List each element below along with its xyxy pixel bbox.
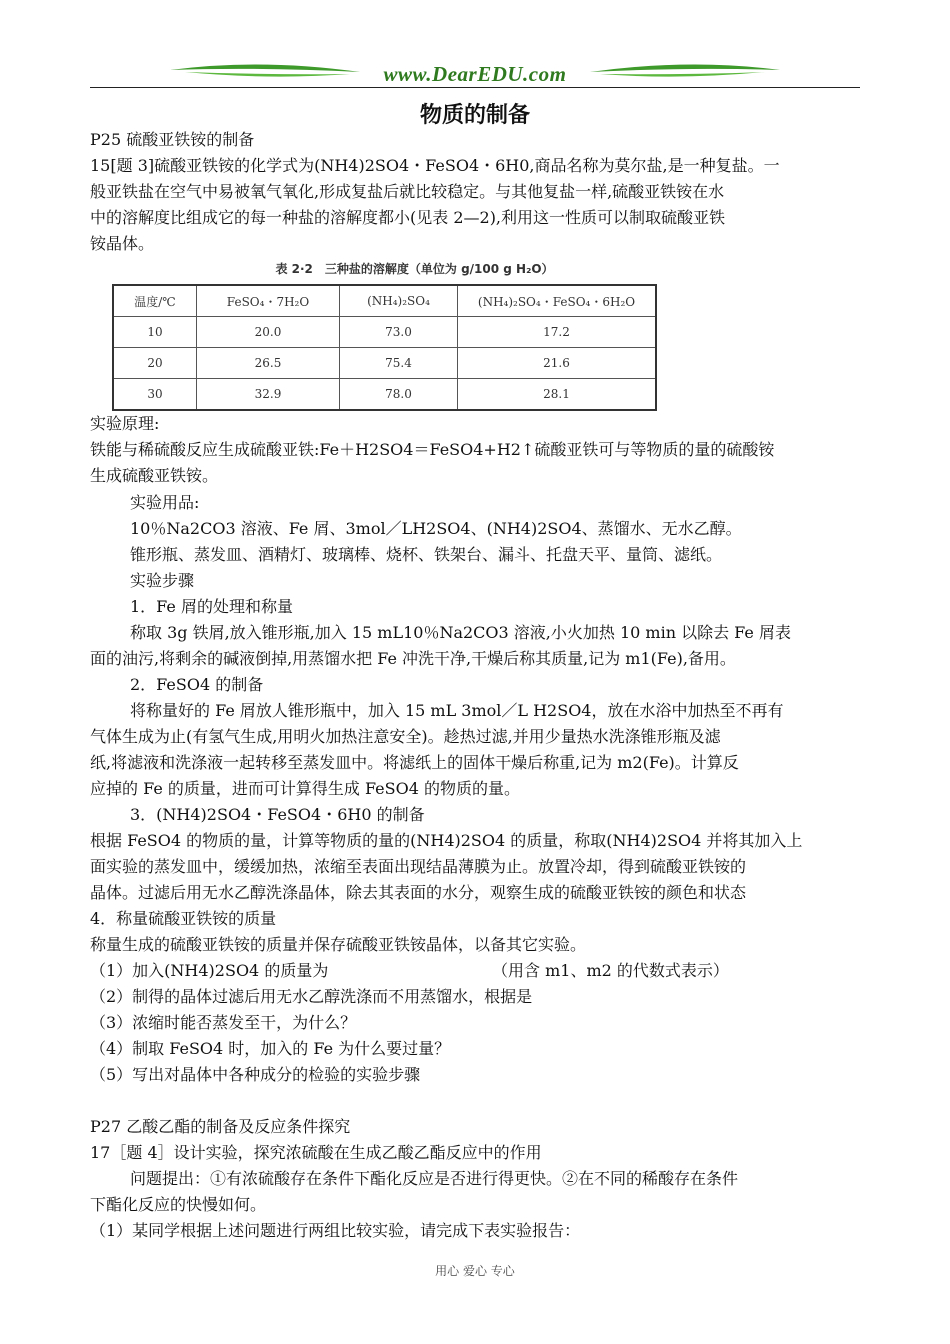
step3-title: 3．(NH4)2SO4・FeSO4・6H0 的制备	[130, 805, 425, 824]
question-3: （3）浓缩时能否蒸发至干，为什么？	[90, 1013, 357, 1032]
table-cell: 32.9	[197, 379, 340, 411]
table-cell: 73.0	[340, 317, 458, 348]
table-cell: 17.2	[458, 317, 657, 348]
section1-heading: P25 硫酸亚铁铵的制备	[90, 130, 255, 149]
step2-line: 气体生成为止(有氢气生成,用明火加热注意安全)。趁热过滤,并用少量热水洗涤锥形瓶及滤	[90, 727, 721, 746]
problem-line: 问题提出：①有浓硫酸存在条件下酯化反应是否进行得更快。②在不同的稀酸存在条件	[130, 1169, 739, 1188]
table-header-cell: (NH₄)₂SO₄	[340, 285, 458, 317]
question-1-hint: （用含 m1、m2 的代数式表示）	[492, 961, 729, 980]
page-title: 物质的制备	[419, 103, 530, 128]
principle-line: 生成硫酸亚铁铵。	[90, 466, 219, 485]
table-cell: 20	[113, 348, 197, 379]
step2-line: 纸,将滤液和洗涤液一起转移至蒸发皿中。将滤纸上的固体干燥后称重,记为 m2(Fe)。计算反	[90, 753, 739, 772]
table-header-cell: FeSO₄・7H₂O	[197, 285, 340, 317]
materials-label: 实验用品:	[130, 493, 200, 512]
question-5: （5）写出对晶体中各种成分的检验的实验步骤	[90, 1065, 421, 1084]
task-line: 17［题 4］设计实验，探究浓硫酸在生成乙酸乙酯反应中的作用	[90, 1143, 542, 1162]
intro-line: 15[题 3]硫酸亚铁铵的化学式为(NH4)2SO4・FeSO4・6H0,商品名称为莫尔盐,是一种复盐。一	[90, 156, 780, 175]
header-divider	[90, 87, 860, 88]
intro-line: 铵晶体。	[90, 234, 155, 253]
step4-line: 称量生成的硫酸亚铁铵的质量并保存硫酸亚铁铵晶体，以备其它实验。	[90, 935, 587, 954]
table-cell: 28.1	[458, 379, 657, 411]
step3-line: 晶体。过滤后用无水乙醇洗涤晶体，除去其表面的水分，观察生成的硫酸亚铁铵的颜色和状态	[90, 883, 747, 902]
solubility-table	[112, 284, 657, 411]
step2-title: 2．FeSO4 的制备	[130, 675, 264, 694]
table-cell: 21.6	[458, 348, 657, 379]
table-header-cell: 温度/℃	[113, 285, 197, 317]
step3-line: 根据 FeSO4 的物质的量，计算等物质的量的(NH4)2SO4 的质量，称取(NH4)2SO4 并将其加入上	[90, 831, 803, 850]
step3-line: 面实验的蒸发皿中，缓缓加热，浓缩至表面出现结晶薄膜为止。放置冷却，得到硫酸亚铁铵的	[90, 857, 747, 876]
principle-label: 实验原理:	[90, 414, 160, 433]
page-footer: 用心 爱心 专心	[435, 1264, 515, 1278]
step1-line: 面的油污,将剩余的碱液倒掉,用蒸馏水把 Fe 冲洗干净,干燥后称其质量,记为 m1(Fe),备用。	[90, 649, 736, 668]
step2-line: 应掉的 Fe 的质量，进而可计算得生成 FeSO4 的物质的量。	[90, 779, 520, 798]
table-header-row	[113, 285, 656, 317]
step1-line: 称取 3g 铁屑,放入锥形瓶,加入 15 mL10％Na2CO3 溶液,小火加热 10 min 以除去 Fe 屑表	[130, 623, 791, 642]
step1-title: 1．Fe 屑的处理和称量	[130, 597, 293, 616]
table-header-cell: (NH₄)₂SO₄・FeSO₄・6H₂O	[458, 285, 657, 317]
intro-line: 中的溶解度比组成它的每一种盐的溶解度都小(见表 2—2),利用这一性质可以制取硫酸亚铁	[90, 208, 726, 227]
question-2: （2）制得的晶体过滤后用无水乙醇洗涤而不用蒸馏水，根据是	[90, 987, 533, 1006]
table-cell: 26.5	[197, 348, 340, 379]
table-row	[113, 317, 656, 348]
solubility-table-figure	[112, 258, 657, 411]
site-header-banner	[90, 56, 860, 90]
question-4: （4）制取 FeSO4 时，加入的 Fe 为什么要过量？	[90, 1039, 451, 1058]
table-cell: 30	[113, 379, 197, 411]
intro-line: 般亚铁盐在空气中易被氧气氧化,形成复盐后就比较稳定。与其他复盐一样,硫酸亚铁铵在水	[90, 182, 725, 201]
steps-label: 实验步骤	[130, 571, 195, 590]
materials-line: 锥形瓶、蒸发皿、酒精灯、玻璃棒、烧杯、铁架台、漏斗、托盘天平、量筒、滤纸。	[130, 545, 723, 564]
table-cell: 78.0	[340, 379, 458, 411]
section2-question-1: （1）某同学根据上述问题进行两组比较实验，请完成下表实验报告：	[90, 1221, 581, 1240]
section2-heading: P27 乙酸乙酯的制备及反应条件探究	[90, 1117, 351, 1136]
table-row	[113, 379, 656, 411]
step2-line: 将称量好的 Fe 屑放人锥形瓶中，加入 15 mL 3mol／L H2SO4，放在水浴中加热至不再有	[130, 701, 784, 720]
table-cell: 75.4	[340, 348, 458, 379]
problem-line: 下酯化反应的快慢如何。	[90, 1195, 267, 1214]
question-1: （1）加入(NH4)2SO4 的质量为	[90, 961, 329, 980]
table-cell: 10	[113, 317, 197, 348]
materials-line: 10％Na2CO3 溶液、Fe 屑、3mol／LH2SO4、(NH4)2SO4、蒸馏水、无水乙醇。	[130, 519, 742, 538]
site-url: www.DearEDU.com	[383, 62, 567, 86]
principle-line: 铁能与稀硫酸反应生成硫酸亚铁:Fe＋H2SO4＝FeSO4+H2↑硫酸亚铁可与等物质的量的硫酸铵	[90, 440, 775, 459]
table-caption: 表 2·2 三种盐的溶解度（单位为 g/100 g H₂O）	[275, 262, 554, 276]
table-row	[113, 348, 656, 379]
step4-title: 4．称量硫酸亚铁铵的质量	[90, 909, 277, 928]
table-cell: 20.0	[197, 317, 340, 348]
